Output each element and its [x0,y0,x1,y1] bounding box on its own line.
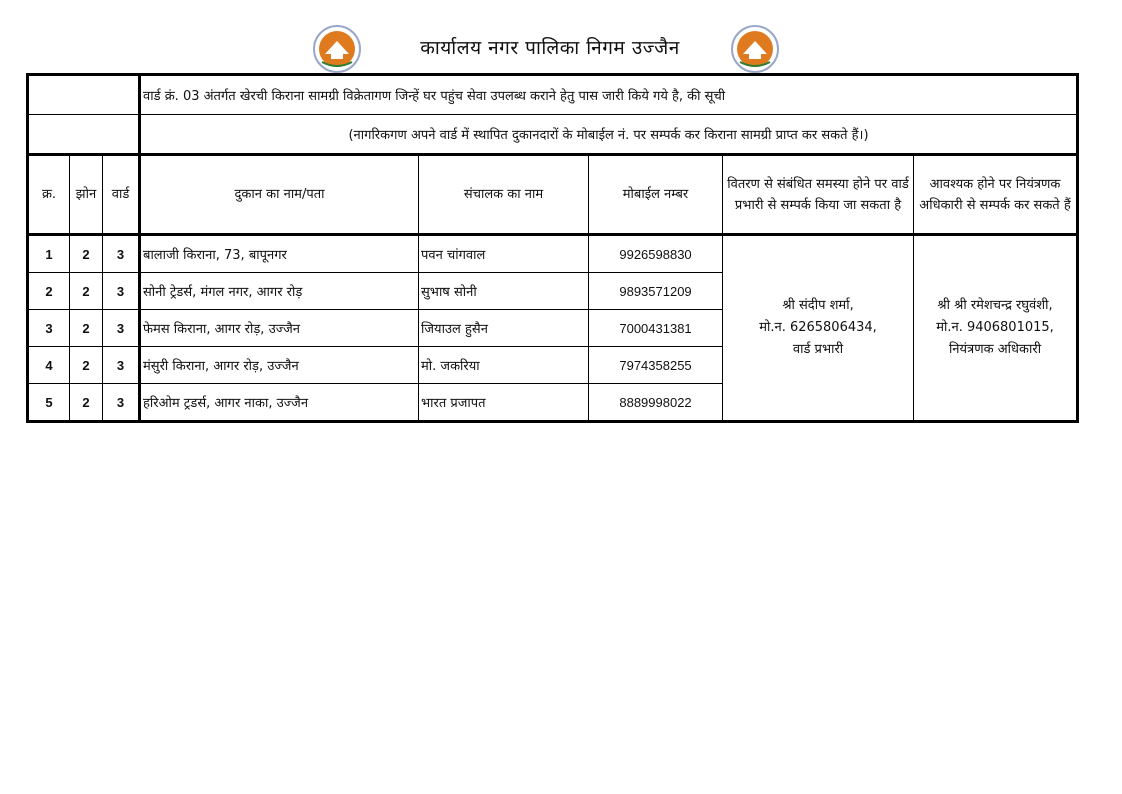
cell-shop: मंसुरी किराना, आगर रोड़, उज्जैन [140,347,419,384]
cell-zone: 2 [70,384,103,422]
cell-ward: 3 [103,347,140,384]
municipal-emblem-icon [312,24,362,74]
cell-sno: 1 [28,235,70,273]
shop-list-table [26,73,1079,423]
column-header-operator: संचालक का नाम [419,155,589,235]
cell-ward: 3 [103,273,140,310]
ward-incharge-role: वार्ड प्रभारी [792,342,844,357]
table-title: वार्ड क्रं. 03 अंतर्गत खेरची किराना सामग्री विक्रेतागण जिन्हें घर पहुंच सेवा उपलब्ध कराने हेतु पास जारी किये गये है, की सूची [140,75,1078,115]
blank-cell [28,115,140,155]
cell-zone: 2 [70,310,103,347]
cell-sno: 2 [28,273,70,310]
cell-mobile: 8889998022 [589,384,723,422]
cell-shop: बालाजी किराना, 73, बापूनगर [140,235,419,273]
cell-operator: जियाउल हुसैन [419,310,589,347]
cell-shop: सोनी ट्रेडर्स, मंगल नगर, आगर रोड़ [140,273,419,310]
ward-incharge-phone: मो.न. 6265806434, [759,320,877,335]
ward-incharge-contact [723,235,914,422]
municipal-emblem-icon [730,24,780,74]
column-header-mobile: मोबाईल नम्बर [589,155,723,235]
cell-ward: 3 [103,310,140,347]
cell-zone: 2 [70,273,103,310]
cell-operator: पवन चांगवाल [419,235,589,273]
cell-mobile: 7000431381 [589,310,723,347]
column-header-ward: वार्ड [103,155,140,235]
blank-cell [28,75,140,115]
cell-zone: 2 [70,235,103,273]
controller-phone: मो.न. 9406801015, [936,320,1054,335]
cell-zone: 2 [70,347,103,384]
cell-sno: 3 [28,310,70,347]
column-header-controller: आवश्यक होने पर नियंत्रणक अधिकारी से सम्पर्क कर सकते हैं [914,155,1078,235]
office-title: कार्यालय नगर पालिका निगम उज्जैन [420,37,680,59]
cell-shop: हरिओम ट्रडर्स, आगर नाका, उज्जैन [140,384,419,422]
cell-ward: 3 [103,235,140,273]
cell-operator: भारत प्रजापत [419,384,589,422]
cell-sno: 4 [28,347,70,384]
column-header-sno: क्र. [28,155,70,235]
column-header-ward-incharge: वितरण से संबंधित समस्या होने पर वार्ड प्रभारी से सम्पर्क किया जा सकता है [723,155,914,235]
table-row [28,235,1078,273]
cell-operator: सुभाष सोनी [419,273,589,310]
controller-role: नियंत्रणक अधिकारी [948,342,1042,357]
column-header-shop: दुकान का नाम/पता [140,155,419,235]
table-note: (नागरिकगण अपने वार्ड में स्थापित दुकानदारों के मोबाईल नं. पर सम्पर्क कर किराना सामग्री प्राप्त कर सकते हैं।) [140,115,1078,155]
cell-mobile: 9926598830 [589,235,723,273]
page-header [0,24,1122,76]
ward-incharge-name: श्री संदीप शर्मा, [782,298,854,313]
cell-operator: मो. जकरिया [419,347,589,384]
cell-sno: 5 [28,384,70,422]
controller-contact [914,235,1078,422]
cell-shop: फेमस किराना, आगर रोड़, उज्जैन [140,310,419,347]
cell-ward: 3 [103,384,140,422]
cell-mobile: 7974358255 [589,347,723,384]
column-header-zone: झोन [70,155,103,235]
cell-mobile: 9893571209 [589,273,723,310]
controller-name: श्री श्री रमेशचन्द्र रघुवंशी, [937,298,1053,313]
